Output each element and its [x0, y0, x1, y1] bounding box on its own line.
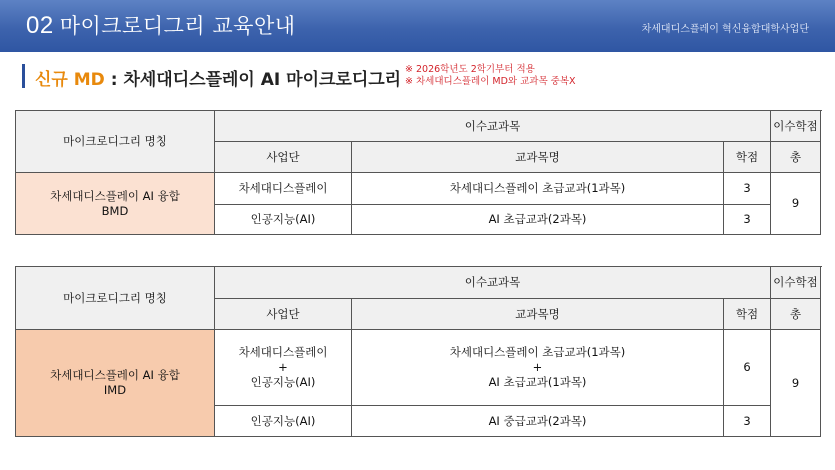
header-md-name: 마이크로디그리 명칭: [16, 267, 215, 330]
table-row: [16, 330, 821, 406]
subtitle-separator: :: [110, 70, 118, 90]
credit-cell: 3: [724, 406, 771, 437]
subtitle-row: [22, 62, 822, 90]
subtitle-accent: 신규 MD: [35, 70, 105, 90]
header-credit: 학점: [724, 299, 771, 330]
header-total: 총: [771, 299, 821, 330]
plus-sign: +: [278, 360, 288, 374]
subtitle: [35, 65, 401, 90]
md-code: IMD: [103, 383, 127, 397]
dept-line: 인공지능(AI): [250, 375, 316, 389]
header-credit-group: 이수학점: [771, 111, 821, 142]
header-dept: 사업단: [215, 142, 352, 173]
page-title: [26, 10, 296, 40]
course-line: AI 초급교과(1과목): [488, 375, 587, 389]
dept-cell: [215, 330, 352, 406]
md-name: 차세대디스플레이 AI 융합: [50, 188, 180, 203]
note-line: ※ 2026학년도 2학기부터 적용: [405, 64, 535, 75]
credit-cell: 3: [724, 205, 771, 235]
md-name-cell: [16, 173, 215, 235]
header-course-group: 이수교과목: [215, 267, 771, 299]
section-number: 02: [26, 12, 54, 39]
course-line: 차세대디스플레이 초급교과(1과목): [449, 345, 626, 359]
md-name-cell: [16, 330, 215, 437]
total-cell: 9: [771, 173, 821, 235]
course-cell: 차세대디스플레이 초급교과(1과목): [352, 173, 724, 205]
plus-sign: +: [532, 360, 543, 374]
md-code: BMD: [101, 203, 129, 218]
dept-line: 차세대디스플레이: [238, 345, 328, 359]
md-name: 차세대디스플레이 AI 융합: [50, 368, 180, 382]
dept-cell: 인공지능(AI): [215, 205, 352, 235]
note-line: ※ 차세대디스플레이 MD와 교과목 중복X: [405, 76, 576, 87]
subtitle-marker: [22, 64, 25, 88]
total-cell: 9: [771, 330, 821, 437]
header-total: 총: [771, 142, 821, 173]
header-credit: 학점: [724, 142, 771, 173]
credit-cell: 6: [724, 330, 771, 406]
md-table-bmd: [15, 110, 821, 235]
credit-cell: 3: [724, 173, 771, 205]
dept-cell: 차세대디스플레이: [215, 173, 352, 205]
header-dept: 사업단: [215, 299, 352, 330]
table-row: [16, 173, 821, 205]
course-cell: AI 초급교과(2과목): [352, 205, 724, 235]
subtitle-name: 차세대디스플레이 AI 마이크로디그리: [123, 70, 402, 90]
header-credit-group: 이수학점: [771, 267, 821, 299]
md-table-imd: [15, 266, 821, 437]
organization-name: 차세대디스플레이 혁신융합대학사업단: [641, 24, 809, 35]
header-course: 교과목명: [352, 299, 724, 330]
header-course: 교과목명: [352, 142, 724, 173]
dept-cell: 인공지능(AI): [215, 406, 352, 437]
header-md-name: 마이크로디그리 명칭: [16, 111, 215, 173]
course-cell: AI 중급교과(2과목): [352, 406, 724, 437]
header-course-group: 이수교과목: [215, 111, 771, 142]
course-cell: [352, 330, 724, 406]
section-title: 마이크로디그리 교육안내: [59, 14, 296, 38]
header-banner: [0, 0, 835, 52]
notes: [405, 64, 576, 88]
